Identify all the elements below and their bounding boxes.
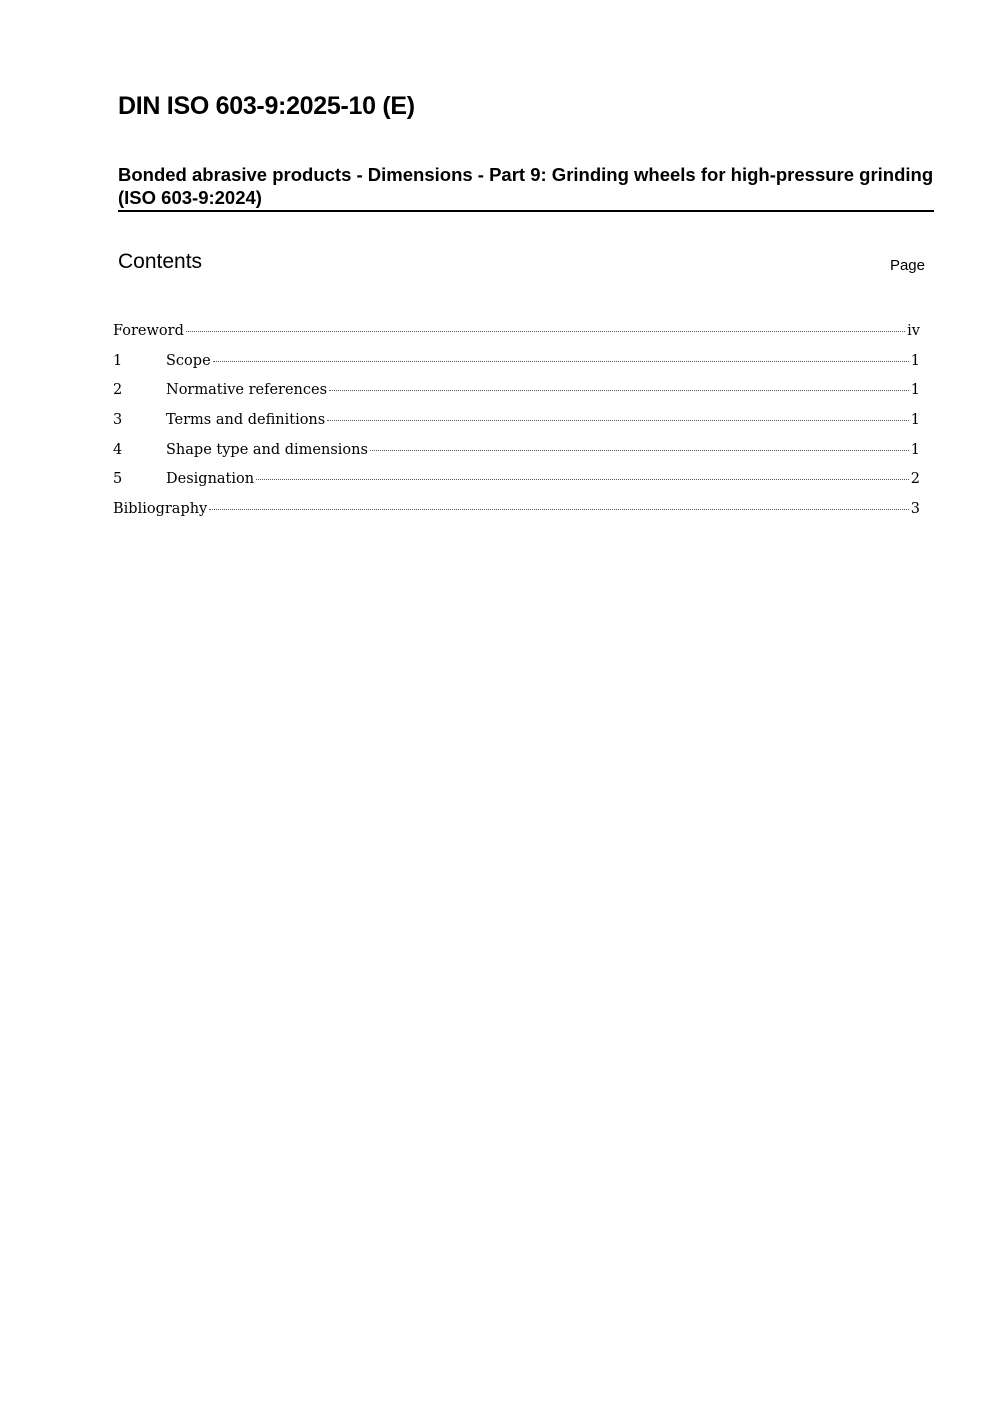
toc-entry-bibliography[interactable] — [113, 501, 920, 531]
toc-entry-number: 1 — [113, 352, 123, 369]
toc-entry-normative-references[interactable] — [113, 382, 920, 412]
toc-entry-label: Designation — [166, 471, 255, 488]
toc-entry-page: 1 — [910, 441, 920, 458]
document-title: DIN ISO 603-9:2025-10 (E) — [118, 92, 415, 120]
toc-entry-label: Terms and definitions — [166, 412, 326, 429]
toc-entry-shape-type-and-dimensions[interactable] — [113, 442, 920, 472]
toc-entry-label: Bibliography — [113, 501, 208, 518]
toc-leader-dots — [209, 509, 909, 510]
toc-entry-number: 4 — [113, 441, 123, 458]
toc-leader-dots — [186, 331, 905, 332]
table-of-contents — [113, 323, 920, 531]
toc-entry-terms-and-definitions[interactable] — [113, 412, 920, 442]
contents-heading: Contents — [118, 250, 203, 273]
toc-entry-page: 1 — [910, 352, 920, 369]
toc-leader-dots — [327, 420, 909, 421]
toc-leader-dots — [213, 361, 909, 362]
toc-entry-label: Shape type and dimensions — [166, 441, 368, 458]
toc-entry-page: 2 — [910, 471, 920, 488]
toc-entry-page: 3 — [910, 501, 920, 518]
toc-entry-label: Foreword — [113, 323, 184, 339]
toc-entry-number: 2 — [113, 382, 123, 399]
toc-entry-foreword[interactable] — [113, 323, 920, 353]
page-column-heading: Page — [889, 257, 925, 274]
toc-entry-designation[interactable] — [113, 471, 920, 501]
toc-entry-scope[interactable] — [113, 353, 920, 383]
toc-entry-number: 5 — [113, 471, 123, 488]
toc-leader-dots — [256, 479, 909, 480]
document-subtitle: Bonded abrasive products - Dimensions - Part 9: Grinding wheels for high-pressure grinding (ISO 603-9:2024) — [118, 163, 934, 212]
toc-entry-page: 1 — [910, 412, 920, 429]
toc-entry-number: 3 — [113, 412, 123, 429]
toc-entry-page: 1 — [910, 382, 920, 399]
toc-leader-dots — [329, 390, 909, 391]
toc-leader-dots — [370, 450, 909, 451]
toc-entry-label: Scope — [166, 352, 211, 369]
toc-entry-page: iv — [907, 323, 920, 339]
toc-entry-label: Normative references — [166, 382, 328, 399]
